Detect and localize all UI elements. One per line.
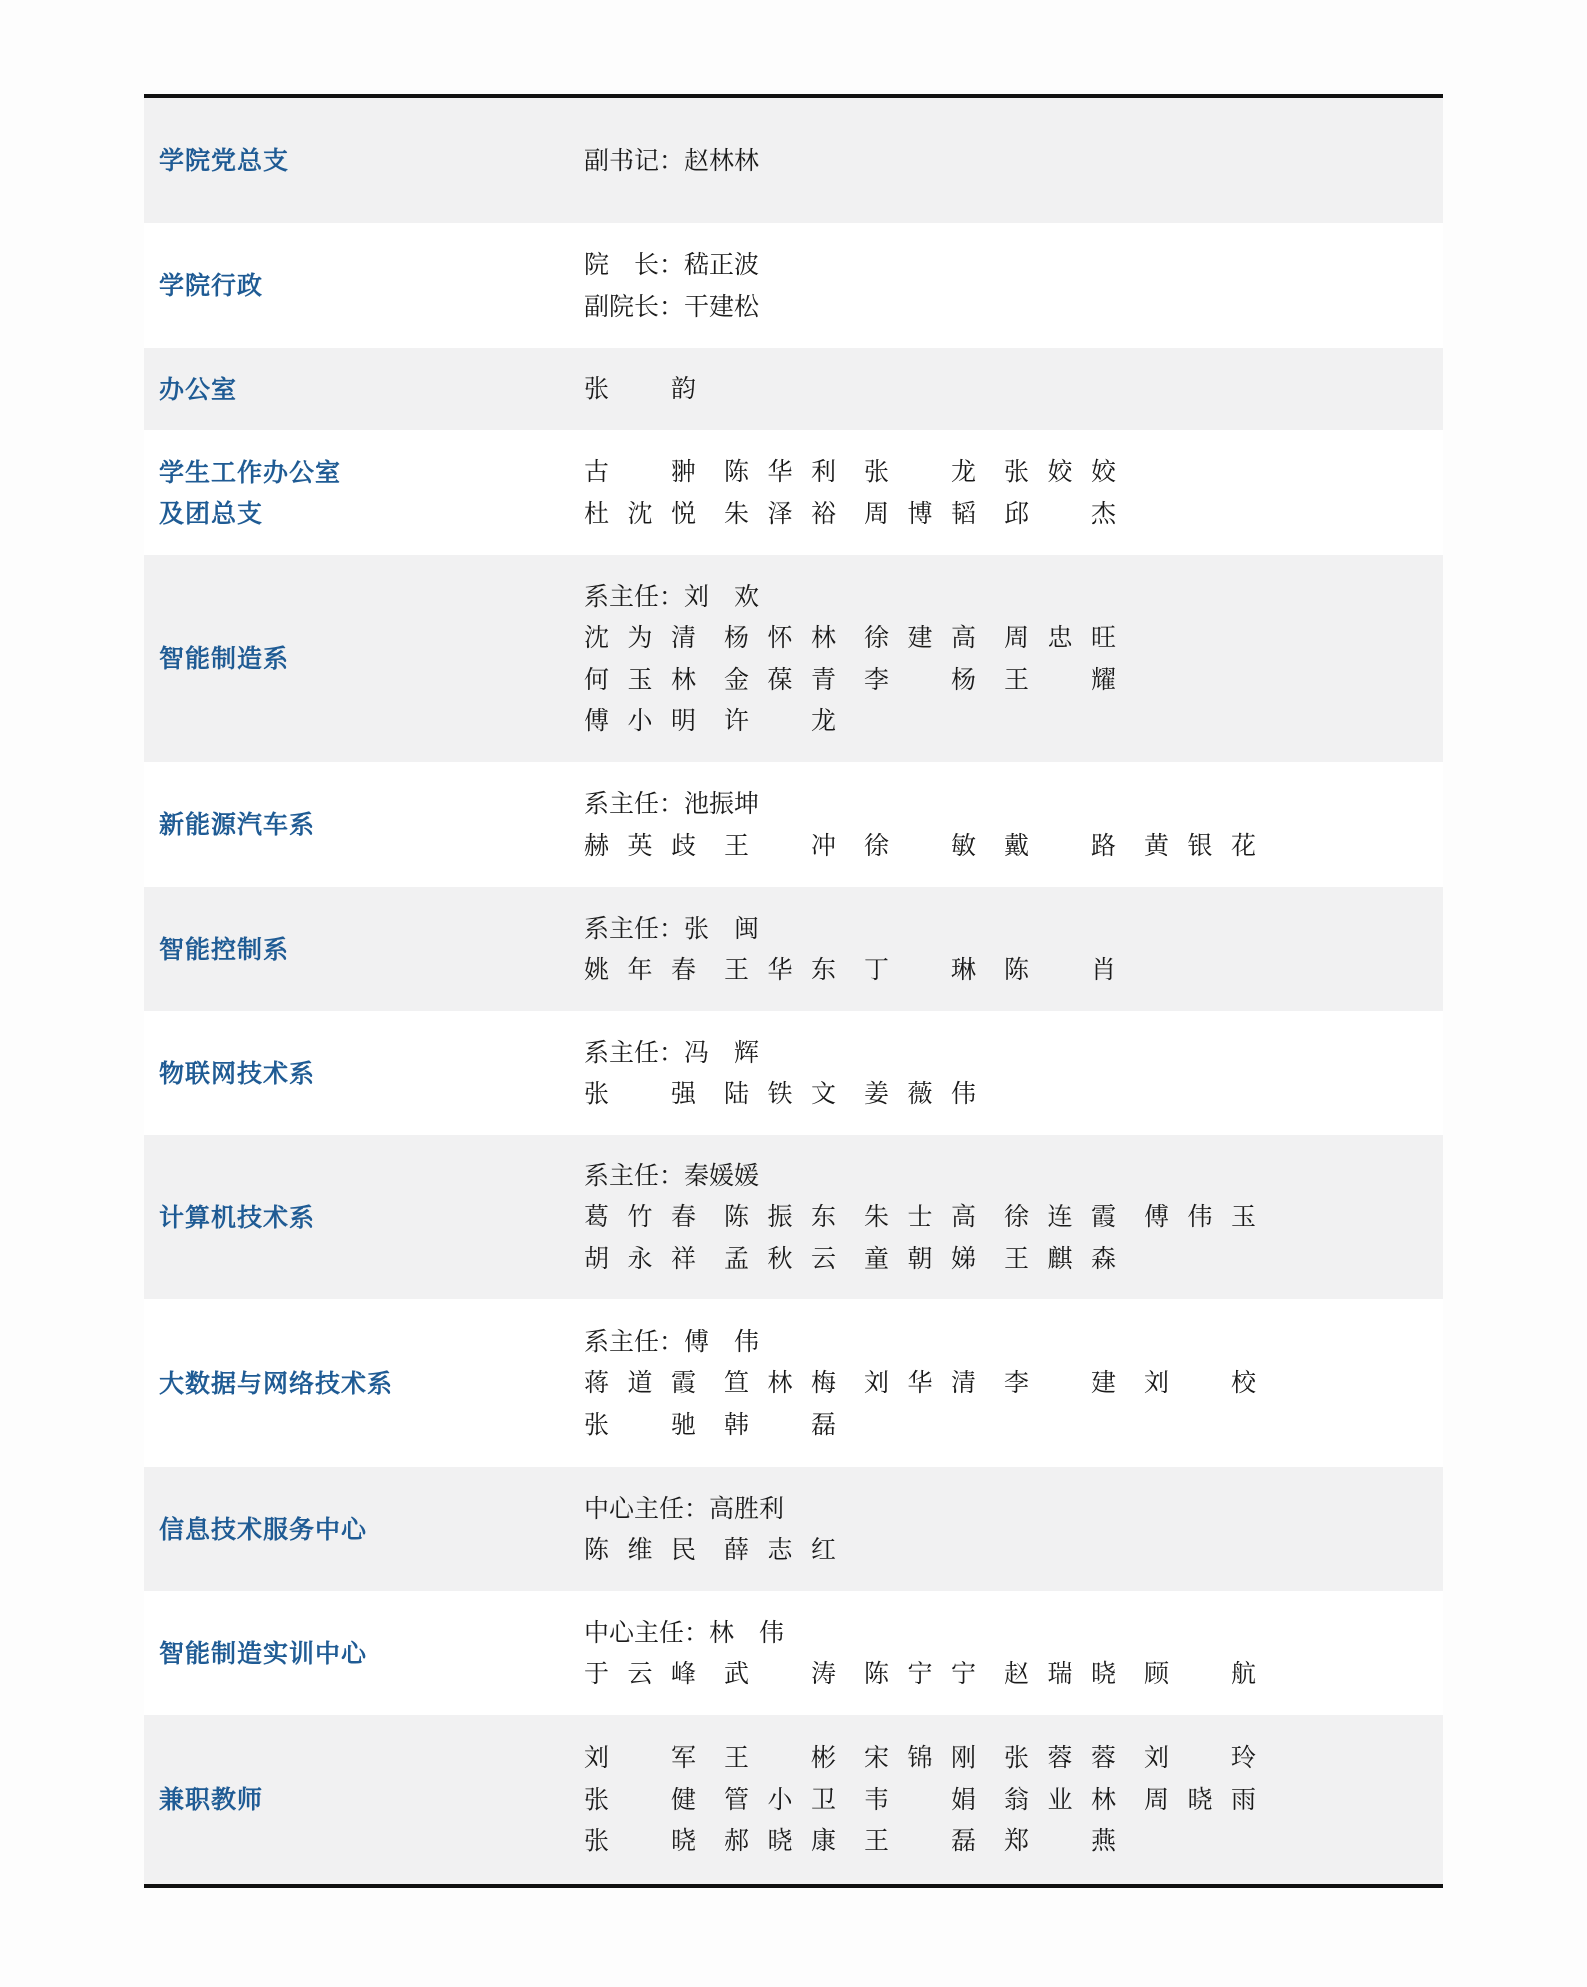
person-name: 傅 伟 (684, 1326, 760, 1356)
role-label: 副书记： (584, 145, 685, 175)
member-line (584, 783, 1443, 825)
person-name: 张姣姣 (1004, 457, 1116, 486)
member-list (584, 1032, 1443, 1115)
person-name: 胡永祥 (584, 1243, 696, 1273)
person-name: 戴 路 (1004, 830, 1116, 860)
member-line (584, 1820, 1443, 1862)
member-line (584, 825, 1443, 867)
member-list (584, 244, 1443, 327)
staff-row (144, 1591, 1443, 1715)
staff-row (144, 555, 1443, 762)
member-line (584, 1362, 1443, 1404)
member-line (584, 1032, 1443, 1074)
department-name-line: 办公室 (159, 374, 238, 404)
person-name: 刘 军 (584, 1743, 696, 1773)
person-name: 冯 辉 (684, 1037, 760, 1067)
person-name: 韦 娟 (864, 1784, 976, 1814)
member-line (584, 286, 1443, 328)
department-name (144, 265, 584, 306)
staff-row (144, 762, 1443, 887)
person-name: 葛竹春 (584, 1202, 696, 1232)
department-name (144, 1779, 584, 1820)
person-name: 郑 燕 (1004, 1826, 1116, 1856)
member-line (584, 1404, 1443, 1446)
role-label: 系主任： (584, 1160, 685, 1190)
staff-table (144, 94, 1443, 1888)
member-list (584, 1488, 1443, 1571)
member-list (584, 1321, 1443, 1446)
person-name: 管小卫 (724, 1784, 836, 1814)
staff-row (144, 223, 1443, 348)
person-name: 蒋道霞 (584, 1368, 696, 1398)
member-list (584, 1612, 1443, 1695)
member-line (584, 1155, 1443, 1197)
role-label: 中心主任： (584, 1617, 710, 1647)
person-name: 王 彬 (724, 1743, 836, 1773)
person-name: 武 涛 (724, 1659, 836, 1688)
member-list (584, 1155, 1443, 1280)
department-name (144, 140, 584, 181)
person-name: 杨怀林 (724, 623, 836, 652)
role-label: 系主任： (584, 1037, 685, 1067)
person-name: 朱士高 (864, 1202, 976, 1232)
member-line (584, 1238, 1443, 1280)
staff-row (144, 1011, 1443, 1135)
department-name-line: 及团总支 (159, 498, 264, 528)
person-name: 傅小明 (584, 706, 696, 735)
department-name-line: 学生工作办公室 (159, 457, 342, 487)
member-list (584, 1737, 1443, 1862)
member-line (584, 1612, 1443, 1654)
role-label: 系主任： (584, 1326, 685, 1356)
person-name: 韩 磊 (724, 1409, 836, 1439)
person-name: 陈宁宁 (864, 1659, 976, 1688)
person-name: 张 闽 (684, 913, 760, 943)
department-name-line: 学院行政 (159, 271, 264, 300)
member-list (584, 908, 1443, 991)
department-name-line: 物联网技术系 (159, 1058, 316, 1088)
staff-row (144, 348, 1443, 430)
person-name: 孟秋云 (724, 1243, 836, 1273)
person-name: 林 伟 (709, 1617, 785, 1647)
person-name: 嵇正波 (684, 250, 760, 279)
role-label: 院 长： (584, 250, 685, 279)
person-name: 刘华清 (864, 1368, 976, 1398)
person-name: 周博韬 (864, 498, 976, 528)
person-name: 陈振东 (724, 1202, 836, 1232)
person-name: 童朝娣 (864, 1243, 976, 1273)
person-name: 陈 肖 (1004, 955, 1116, 984)
member-line (584, 1073, 1443, 1115)
person-name: 赵林林 (684, 145, 760, 175)
role-label: 系主任： (584, 581, 685, 611)
person-name: 李 建 (1004, 1368, 1116, 1398)
member-line (584, 659, 1443, 701)
department-name (144, 804, 584, 845)
person-name: 王麒森 (1004, 1243, 1116, 1273)
department-name-line: 智能制造实训中心 (159, 1638, 368, 1668)
member-line (584, 1529, 1443, 1571)
member-line (584, 493, 1443, 535)
person-name: 徐建高 (864, 623, 976, 652)
person-name: 刘 欢 (684, 581, 760, 611)
person-name: 王 冲 (724, 830, 836, 860)
staff-row (144, 1715, 1443, 1884)
member-list (584, 576, 1443, 742)
member-list (584, 368, 1443, 410)
person-name: 朱泽裕 (724, 498, 836, 528)
person-name: 翁业林 (1004, 1784, 1116, 1814)
person-name: 姚年春 (584, 955, 696, 984)
person-name: 徐 敏 (864, 830, 976, 860)
department-name-line: 智能控制系 (159, 934, 290, 964)
person-name: 张 韵 (584, 374, 696, 404)
person-name: 李 杨 (864, 664, 976, 694)
department-name (144, 1509, 584, 1550)
person-name: 池振坤 (684, 789, 760, 818)
department-name-line: 新能源汽车系 (159, 810, 316, 839)
staff-row (144, 1467, 1443, 1591)
person-name: 陆铁文 (724, 1079, 836, 1108)
person-name: 张蓉蓉 (1004, 1743, 1116, 1773)
member-line (584, 1488, 1443, 1530)
member-line (584, 244, 1443, 286)
person-name: 刘 校 (1144, 1368, 1256, 1398)
department-name (144, 1197, 584, 1238)
member-line (584, 617, 1443, 659)
department-name (144, 1053, 584, 1094)
member-list (584, 451, 1443, 534)
person-name: 邱 杰 (1004, 498, 1116, 528)
person-name: 陈维民 (584, 1535, 696, 1564)
person-name: 张 龙 (864, 457, 976, 486)
person-name: 笪林梅 (724, 1368, 836, 1398)
department-name-line: 智能制造系 (159, 644, 290, 673)
member-line (584, 451, 1443, 493)
person-name: 何玉林 (584, 664, 696, 694)
member-line (584, 1321, 1443, 1363)
member-line (584, 140, 1443, 182)
person-name: 高胜利 (709, 1493, 785, 1523)
staff-row (144, 1299, 1443, 1467)
member-list (584, 783, 1443, 866)
person-name: 黄银花 (1144, 830, 1256, 860)
person-name: 干建松 (684, 291, 760, 321)
staff-row (144, 887, 1443, 1011)
person-name: 张 强 (584, 1079, 696, 1108)
person-name: 宋锦刚 (864, 1743, 976, 1773)
member-line (584, 1737, 1443, 1779)
department-name (144, 638, 584, 679)
member-line (584, 908, 1443, 950)
department-name-line: 兼职教师 (159, 1785, 264, 1814)
department-name-line: 计算机技术系 (159, 1202, 316, 1232)
person-name: 杜沈悦 (584, 498, 696, 528)
role-label: 系主任： (584, 789, 685, 818)
person-name: 丁 琳 (864, 955, 976, 984)
person-name: 古 翀 (584, 457, 696, 486)
member-line (584, 368, 1443, 410)
department-name (144, 1633, 584, 1674)
department-name (144, 369, 584, 410)
person-name: 姜薇伟 (864, 1079, 976, 1108)
department-name (144, 929, 584, 970)
role-label: 系主任： (584, 913, 685, 943)
department-name-line: 信息技术服务中心 (159, 1514, 368, 1544)
staff-row (144, 430, 1443, 555)
member-line (584, 700, 1443, 742)
department-name (144, 1363, 584, 1404)
person-name: 王 磊 (864, 1826, 976, 1856)
department-name-line: 大数据与网络技术系 (159, 1368, 394, 1398)
staff-row (144, 98, 1443, 223)
member-list (584, 140, 1443, 182)
person-name: 沈为清 (584, 623, 696, 652)
person-name: 顾 航 (1144, 1659, 1256, 1688)
person-name: 赫英歧 (584, 830, 696, 860)
staff-row (144, 1135, 1443, 1299)
department-name-line: 学院党总支 (159, 146, 290, 175)
person-name: 许 龙 (724, 706, 836, 735)
person-name: 徐连霞 (1004, 1202, 1116, 1232)
person-name: 金葆青 (724, 664, 836, 694)
role-label: 中心主任： (584, 1493, 710, 1523)
member-line (584, 576, 1443, 618)
person-name: 秦媛媛 (684, 1160, 760, 1190)
person-name: 郝晓康 (724, 1826, 836, 1856)
person-name: 薛志红 (724, 1535, 836, 1564)
person-name: 陈华利 (724, 457, 836, 486)
role-label: 副院长： (584, 291, 685, 321)
person-name: 王华东 (724, 955, 836, 984)
person-name: 张 驰 (584, 1409, 696, 1439)
member-line (584, 1779, 1443, 1821)
person-name: 傅伟玉 (1144, 1202, 1256, 1232)
person-name: 张 晓 (584, 1826, 696, 1856)
person-name: 赵瑞晓 (1004, 1659, 1116, 1688)
person-name: 周忠旺 (1004, 623, 1116, 652)
person-name: 王 耀 (1004, 664, 1116, 694)
person-name: 于云峰 (584, 1659, 696, 1688)
member-line (584, 1196, 1443, 1238)
member-line (584, 949, 1443, 991)
person-name: 周晓雨 (1144, 1784, 1256, 1814)
person-name: 刘 玲 (1144, 1743, 1256, 1773)
department-name (144, 452, 584, 534)
member-line (584, 1653, 1443, 1695)
person-name: 张 健 (584, 1784, 696, 1814)
